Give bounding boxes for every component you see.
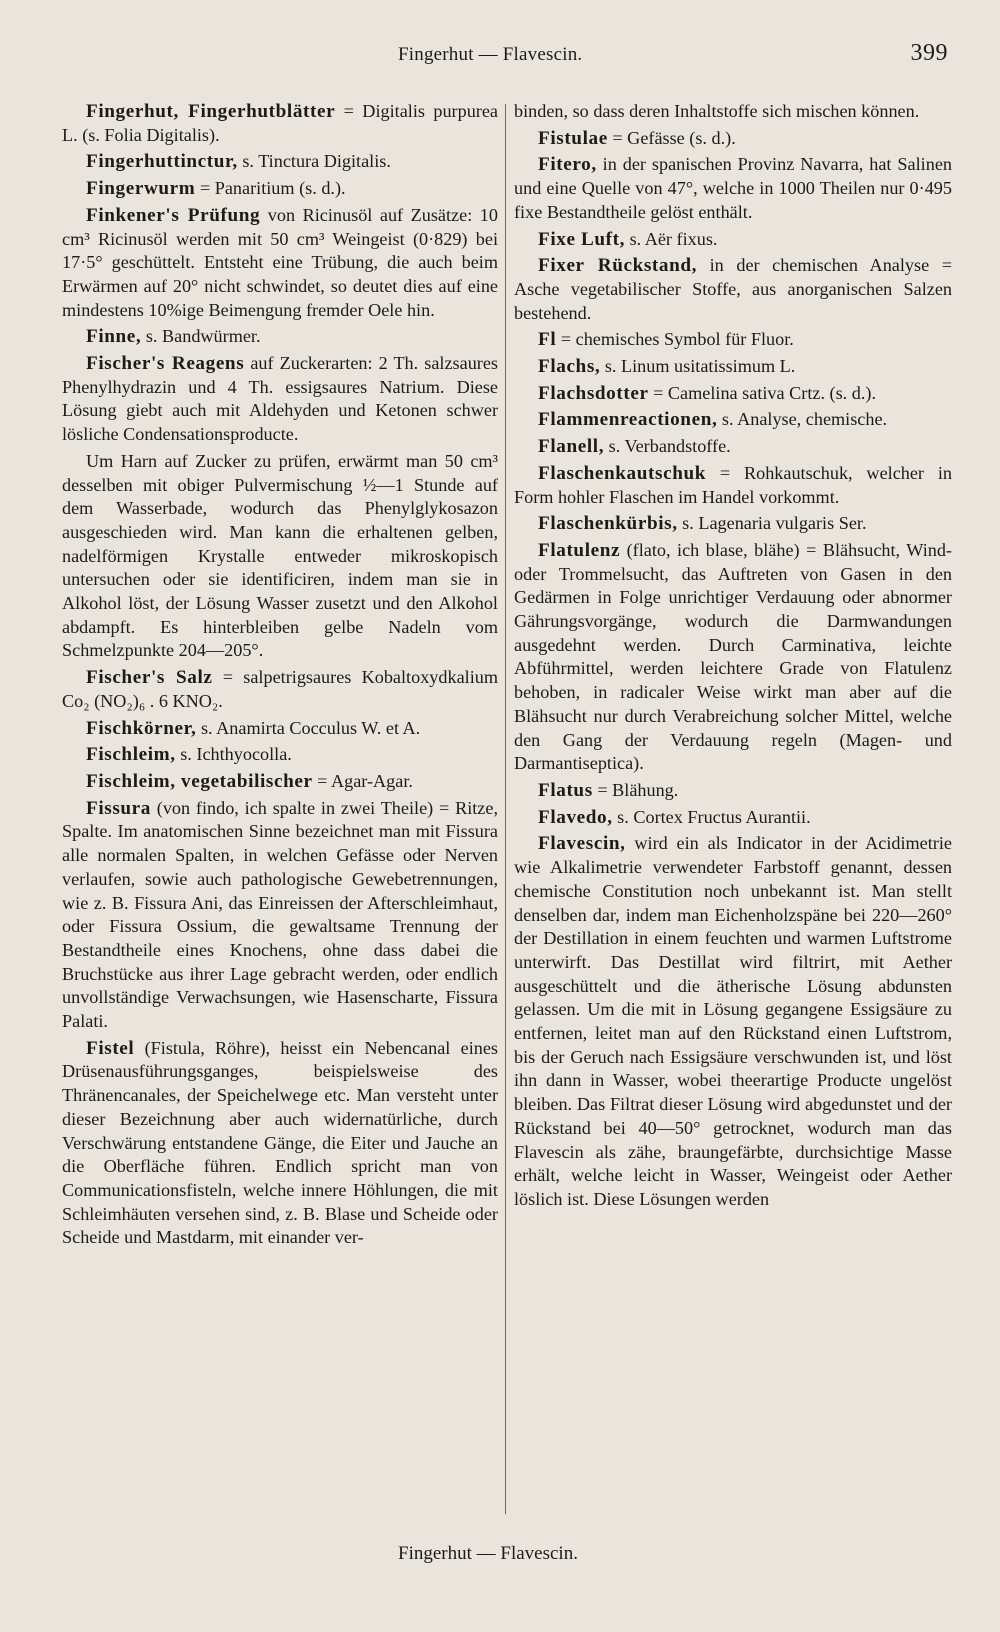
entry-text: s. Linum usitatissimum L. [600,356,796,377]
dictionary-entry [514,832,952,1211]
dictionary-entry [62,666,498,713]
page-footer: Fingerhut — Flavescin. [398,1543,578,1564]
dictionary-entry [514,254,952,325]
dictionary-entry [514,328,952,352]
entry-text: s. Bandwürmer. [141,326,261,347]
dictionary-entry [62,770,498,794]
entry-text: s. Tinctura Digitalis. [237,151,391,172]
running-head [0,40,1000,74]
dictionary-entry [62,450,498,663]
page-number: 399 [910,40,948,66]
dictionary-entry [514,435,952,459]
left-column [62,100,498,1253]
dictionary-entry [62,352,498,447]
entry-headword: Fischer's Salz [86,667,213,689]
entry-headword: Finne, [86,326,142,348]
entry-headword: Finkener's Prüfung [86,204,261,226]
entry-headword: Fistel [86,1037,135,1059]
entry-text: = Camelina sativa Crtz. (s. d.). [648,382,877,403]
dictionary-entry [62,743,498,767]
entry-text: s. Ichthyocolla. [175,744,292,765]
dictionary-entry [514,127,952,151]
entry-text: s. Anamirta Cocculus W. et A. [196,717,421,738]
dictionary-entry [514,153,952,224]
dictionary-entry [514,806,952,830]
dictionary-entry [62,1037,498,1250]
entry-headword: Fistulae [538,127,608,149]
entry-text: Um Harn auf Zucker zu prüfen, erwärmt man 50 cm³ desselben mit obiger Pulvermischung ½—1 Stunde auf dem Wasserbade, wodurch das Phenylglykosazon ausgeschieden wird. Man kann die erhaltenen gelben, nadelförmigen Krystalle entweder mikroskopisch untersuchen oder sie identificiren, indem man sie in Alkohol löst, der Lösung Wasser zusetzt und den Alkohol abdampft. Es hinterbleiben gelbe Nadeln vom Schmelzpunkte 204—205°. [62,450,498,661]
entry-headword: Fingerwurm [86,178,196,200]
running-head-title: Fingerhut — Flavescin. [398,44,583,65]
dictionary-entry [514,382,952,406]
entry-text: (flato, ich blase, blähe) = Blähsucht, Wind- oder Trommelsucht, das Auftreten von Gasen in den Gedärmen in Folge unrichtiger Verdauung oder abnormer Gährungsvorgänge, wodurch die Darmwandungen ausgedehnt werden. Durch Carminativa, leichte Abführmittel, werden leichtere Grade von Flatulenz behoben, in radicaler Weise wirkt man aber auf die Blähsucht nur durch Verabreichung solcher Mittel, welche den Gang der Verdauung regeln (Magen- und Darmantiseptica). [514,539,952,774]
entry-headword: Fingerhut, Fingerhutblätter [86,101,336,122]
right-column [514,100,952,1215]
entry-headword: Fingerhuttinctur, [86,151,238,173]
entry-headword: Flatus [538,779,593,801]
entry-text: binden, so dass deren Inhaltstoffe sich mischen können. [514,101,920,121]
dictionary-entry [62,204,498,323]
entry-headword: Fischer's Reagens [86,353,245,375]
entry-headword: Flaschenkürbis, [538,513,678,535]
entry-headword: Fl [538,329,557,351]
entry-text: (von findo, ich spalte in zwei Theile) = Ritze, Spalte. Im anatomischen Sinne bezeichnet man mit Fissura alle normalen Spalten, in welchen Gefässe oder Nerven verlaufen, sowie auch pathologische Gewebetrennungen, wie z. B. Fissura Ani, das Einreissen der Afterschleimhaut, oder Fissura Ossium, die gewaltsame Trennung der Bestandtheile eines Knochens, ohne dass dabei die Bruchstücke aus ihrer Lage gebracht werden, oder endlich unvollständige Verwachsungen, wie Hasenscharte, Fissura Palati. [62,797,498,1032]
entry-headword: Flavedo, [538,806,613,828]
entry-headword: Fischleim, vegetabilischer [86,770,313,792]
dictionary-entry [62,150,498,174]
dictionary-entry [62,100,498,147]
entry-text: = Blähung. [592,779,679,800]
dictionary-entry [62,177,498,201]
entry-text: in der chemischen Analyse = Asche vegetabilischer Stoffe, aus anorganischen Salzen bestehend. [514,255,952,323]
entry-text: s. Analyse, chemische. [717,409,888,430]
entry-text: in der spanischen Provinz Navarra, hat Salinen und eine Quelle von 47°, welche in 1000 Theilen nur 0·495 fixe Bestandtheile gelöst enthält. [514,154,952,222]
dictionary-entry [514,779,952,803]
entry-text: = Agar-Agar. [312,770,413,791]
entry-headword: Fitero, [538,154,597,176]
entry-headword: Fischkörner, [86,717,197,739]
entry-headword: Fischleim, [86,744,176,766]
entry-text: von Ricinusöl auf Zusätze: 10 cm³ Ricinusöl werden mit 50 cm³ Weingeist (0·829) bei 17·5° geschüttelt. Entsteht eine Trübung, die auch beim Erwärmen auf 20° nicht schwindet, so deutet dies auf eine mindestens 10%ige Beimengung fremder Oele hin. [62,204,498,320]
dictionary-entry [514,539,952,776]
entry-headword: Flanell, [538,436,605,458]
dictionary-entry [514,100,952,124]
entry-headword: Flachsdotter [538,382,649,404]
entry-headword: Flammenreactionen, [538,409,718,431]
column-divider [505,104,506,1514]
entry-text: = salpetrigsaures Kobaltoxydkalium Co₂ (NO₂)₆ . 6 KNO₂. [62,667,498,711]
entry-text: = chemisches Symbol für Fluor. [556,329,794,350]
entry-text: s. Cortex Fructus Aurantii. [612,806,811,827]
dictionary-entry [514,355,952,379]
entry-text: = Panaritium (s. d.). [195,178,346,199]
dictionary-entry [62,325,498,349]
entry-text: (Fistula, Röhre), heisst ein Nebencanal eines Drüsenausführungsganges, beispielsweise des Thränencanales, der Speichelwege etc. Man versteht unter dieser Bezeichnung aber auch widernatürliche, durch Verschwärung entstandene Gänge, die Eiter und Jauche an die Oberfläche führen. Endlich spricht man von Communicationsfisteln, welche innere Höhlungen, die mit Schleimhäuten versehen sind, z. B. Blase und Scheide oder Scheide und Mastdarm, mit einander ver- [62,1037,498,1248]
entry-headword: Flaschenkautschuk [538,462,707,484]
entry-headword: Fixer Rückstand, [538,255,698,277]
entry-headword: Fissura [86,797,151,819]
dictionary-entry [514,462,952,509]
entry-text: = Gefässe (s. d.). [607,127,736,148]
entry-text: wird ein als Indicator in der Acidimetrie wie Alkalimetrie verwendeter Farbstoff genannt, dessen chemische Constitution noch unbekannt ist. Man stellt denselben dar, indem man Eichenholzspäne bei 220—260° der Destillation in einem feuchten und warmen Luftstrome unterwirft. Das Destillat wird filtrirt, mit Aether ausgeschüttelt und die ätherische Lösung abdunsten gelassen. Um die mit in Lösung gegangene Essigsäure zu entfernen, leitet man auf den Rückstand einen Luftstrom, bis der Geruch nach Essigsäure verschwunden ist, und löst ihn dann in Wasser, wobei theerartige Producte ungelöst bleiben. Das Filtrat dieser Lösung wird abgedunstet und der Rückstand bei 40—50° getrocknet, wodurch man das Flavescin als zähe, braungefärbte, durchsichtige Masse erhält, welche leicht in Wasser, Weingeist oder Aether löslich ist. Diese Lösungen werden [514,833,952,1209]
entry-headword: Flatulenz [538,539,621,561]
entry-headword: Flavescin, [538,833,626,855]
dictionary-entry [62,797,498,1034]
entry-text: auf Zuckerarten: 2 Th. salzsaures Phenylhydrazin und 4 Th. essigsaures Natrium. Diese Lösung giebt auch mit Aldehyden und Ketonen schwer lösliche Condensationsproducte. [62,353,498,445]
entry-text: s. Lagenaria vulgaris Ser. [677,513,867,534]
entry-text: s. Verbandstoffe. [604,436,731,457]
entry-text: = Rohkautschuk, welcher in Form hohler Flaschen im Handel vorkommt. [514,462,952,507]
entry-headword: Flachs, [538,356,601,378]
dictionary-entry [62,717,498,741]
entry-text: s. Aër fixus. [625,228,718,249]
entry-headword: Fixe Luft, [538,228,626,250]
dictionary-entry [514,512,952,536]
entry-text: = Digitalis purpurea L. (s. Folia Digitalis). [62,101,498,145]
dictionary-entry [514,408,952,432]
dictionary-entry [514,228,952,252]
